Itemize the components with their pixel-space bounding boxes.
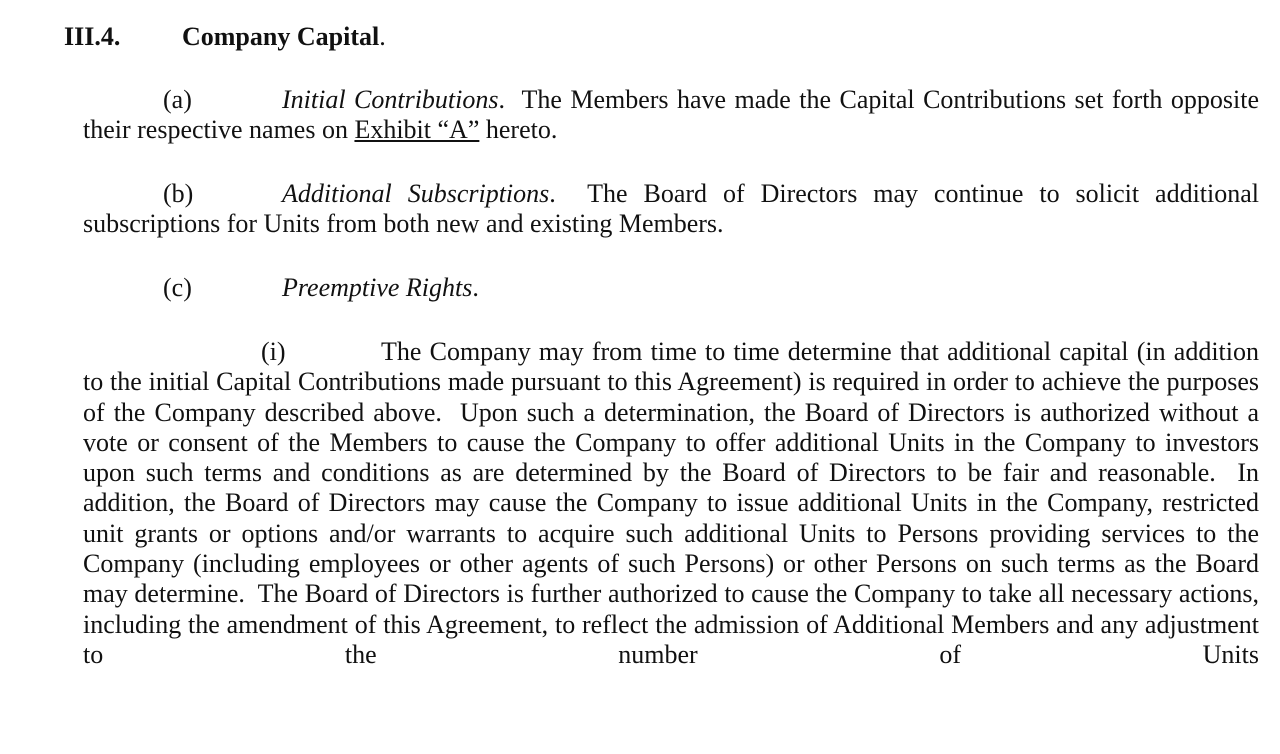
exhibit-a-reference: Exhibit “A” [354,115,480,145]
paragraph-c-i-text: The Company may from time to time determine that additional capital (in addition to the initial Capital Contributions made pursuant to this Agreement) is required in order to achieve the purposes of the Company described above. Upon such a determination, the Board of Directors is authorized without a vote or consent of the Members to cause the Company to offer additional Units in the Company to investors upon such terms and conditions as are determined by the Board of Directors to be fair and reasonable. In addition, the Board of Directors may cause the Company to issue additional Units in the Company, restricted unit grants or options and/or warrants to acquire such additional Units to Persons providing services to the Company (including employees or other agents of such Persons) or other Persons on such terms as the Board may determine. The Board of Directors is further authorized to cause the Company to take all necessary actions, including the amendment of this Agreement, to reflect the admission of Additional Members and any adjustment to the number of Units [83,337,1266,669]
paragraph-b-heading: Additional Subscriptions [282,179,550,208]
paragraph-b: (b) Additional Subscriptions. The Board of Directors may continue to solicit additional subscriptions for Units from both new and existing Members. [83,179,1266,239]
section-title: Company Capital. [182,22,386,51]
section-heading [64,20,386,54]
paragraph-c: (c) Preemptive Rights. [163,273,479,302]
paragraph-c-heading: Preemptive Rights [282,273,473,302]
paragraph-c-i [83,337,1266,670]
paragraph-b-text: The Board of Directors may continue to solicit additional subscriptions for Units from both new and existing Members. [83,179,1266,239]
paragraph-c-i-label: (i) [261,337,286,366]
section-number: III.4. [64,22,121,51]
paragraph-c-label: (c) [163,273,192,302]
paragraph-b-label: (b) [163,179,194,208]
paragraph-a: (a) Initial Contributions. The Members have made the Capital Contributions set forth opposite their respective names on Exhibit “A” hereto. [83,85,1266,145]
paragraph-a-label: (a) [163,85,192,114]
paragraph-a-text: The Members have made the Capital Contributions set forth opposite their respective names on [83,85,1266,145]
paragraph-a-heading: Initial Contributions [282,85,499,114]
